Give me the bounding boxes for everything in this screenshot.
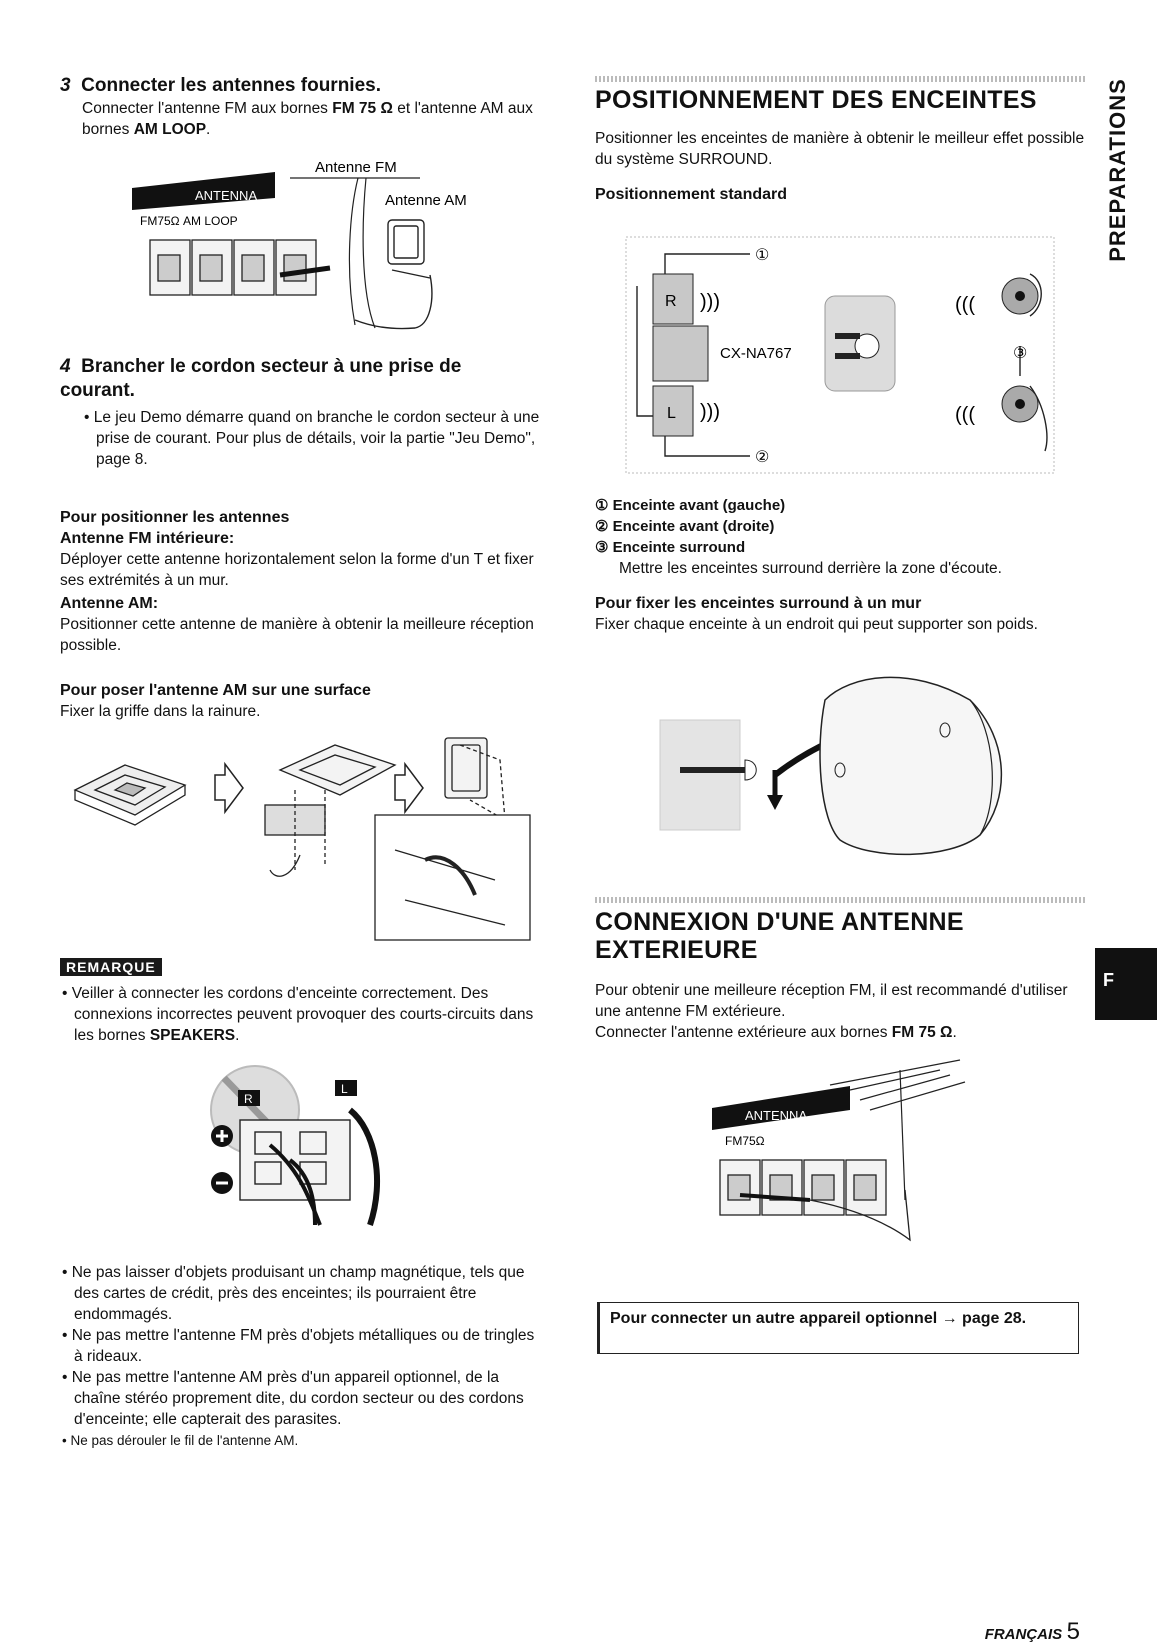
remarque-bullet-magnetic: • Ne pas laisser d'objets produisant un champ magnétique, tels que des cartes de crédit, près des enceintes; ils pourraient être endommagés. [60, 1262, 540, 1325]
surface-section [60, 680, 540, 722]
position-antennas-section [60, 507, 540, 656]
note-box-text: Pour connecter un autre appareil optionnel → page 28. [610, 1310, 1027, 1327]
remarque-bullet-speakers-end: . [235, 1027, 240, 1044]
step-3-heading [60, 74, 540, 98]
page-number: 5 [1066, 1618, 1080, 1645]
speaker-l-label: L [341, 1082, 348, 1096]
exterieure-section [595, 908, 1075, 1043]
footer-language: FRANÇAIS [984, 1626, 1063, 1643]
main-unit-model: CX-NA767 [720, 345, 792, 362]
remarque-bullets [60, 1262, 540, 1451]
remarque-bullet-speakers-text: Veiller à connecter les cordons d'enceinte correctement. Des connexions incorrectes peuvent provoquer des courts-circuits dans les bornes [71, 985, 534, 1044]
wall-heading: Pour fixer les enceintes surround à un mur [595, 595, 922, 612]
surface-text: Fixer la griffe dans la rainure. [60, 703, 261, 720]
step-4 [60, 355, 540, 470]
exterieure-text-2a: Connecter l'antenne extérieure aux bornes [595, 1024, 892, 1041]
svg-text:))): ))) [700, 401, 720, 423]
exterieure-terminal-label: FM75Ω [725, 1134, 765, 1148]
fm-antenna-heading: Antenne FM intérieure: [60, 530, 235, 547]
am-antenna-text: Positionner cette antenne de manière à obtenir la meilleure réception possible. [60, 616, 534, 654]
am-antenna-surface-illustration [65, 730, 535, 945]
remarque-bullet-am-noise: • Ne pas mettre l'antenne AM près d'un appareil optionnel, de la chaîne stéréo proprement dite, du cordon secteur ou des cordons d'enceinte; elle capterait des parasites. [60, 1367, 540, 1430]
antenna-panel-label: ANTENNA [195, 188, 258, 203]
remarque-bullet-speakers [60, 983, 540, 1046]
fm-antenna-text: Déployer cette antenne horizontalement selon la forme d'un T et fixer ses extrémités à un mur. [60, 551, 534, 589]
step-3-number: 3 [60, 75, 71, 96]
language-tab [1095, 948, 1157, 1020]
speaker-num-2: ② [755, 449, 770, 466]
note-box [597, 1302, 1079, 1354]
main-unit-box [653, 326, 708, 381]
am-antenna-heading: Antenne AM: [60, 595, 159, 612]
surface-heading: Pour poser l'antenne AM sur une surface [60, 682, 371, 699]
remarque-section [60, 958, 540, 1046]
speaker-num-3: ③ [1013, 345, 1028, 362]
exterieure-panel-label: ANTENNA [745, 1108, 808, 1123]
exterieure-text-fm: FM 75 Ω [891, 1024, 953, 1041]
speaker-num-1: ① [755, 247, 770, 264]
step-3 [60, 74, 540, 140]
step-3-text-am: AM LOOP [133, 121, 207, 138]
step-4-heading [60, 355, 540, 403]
exterieure-text-1: Pour obtenir une meilleure réception FM, il est recommandé d'utiliser une antenne FM extérieure. [595, 982, 1068, 1020]
svg-text:(((: ((( [955, 404, 975, 426]
step-3-text-fm: FM 75 Ω [332, 100, 393, 117]
step-3-text-a: Connecter l'antenne FM aux bornes [82, 100, 333, 117]
step-4-title: Brancher le cordon secteur à une prise de courant. [60, 356, 462, 401]
speaker-positioning-diagram [625, 236, 1055, 476]
label-antenne-fm: Antenne FM [315, 159, 397, 176]
side-tab-label: PREPARATIONS [1105, 78, 1130, 262]
antenna-connection-illustration [130, 150, 490, 350]
step-3-text [60, 98, 540, 140]
positionnement-heading: POSITIONNEMENT DES ENCEINTES [595, 86, 1037, 114]
exterieure-text-2 [595, 1022, 1075, 1043]
antenna-terminal-label: FM75Ω AM LOOP [140, 214, 238, 228]
label-antenne-am: Antenne AM [385, 192, 467, 209]
speaker-legend [595, 495, 1085, 635]
separator-middle [595, 897, 1085, 903]
positionnement-intro: Positionner les enceintes de manière à obtenir le meilleur effet possible du système SURROUND. [595, 130, 1085, 168]
speaker-terminals-illustration [200, 1050, 400, 1230]
separator-top [595, 76, 1085, 82]
speaker-r-label: R [244, 1092, 253, 1106]
surround-note: Mettre les enceintes surround derrière la zone d'écoute. [619, 560, 1002, 577]
step-4-number: 4 [60, 356, 71, 377]
legend-item-2: ② Enceinte avant (droite) [595, 518, 775, 535]
speaker-r-letter: R [665, 293, 677, 310]
legend-item-1: ① Enceinte avant (gauche) [595, 497, 786, 514]
remarque-bullet-am-wire: • Ne pas dérouler le fil de l'antenne AM. [60, 1430, 540, 1451]
svg-text:(((: ((( [955, 294, 975, 316]
exterieure-heading-line2: EXTERIEURE [595, 936, 758, 964]
wall-mount-illustration [650, 670, 1030, 860]
remarque-speakers-bold: SPEAKERS [149, 1027, 236, 1044]
speaker-l-letter: L [667, 405, 676, 422]
positionnement-standard-heading: Positionnement standard [595, 186, 788, 203]
exterieure-text-2b: . [952, 1024, 957, 1041]
remarque-label: REMARQUE [60, 958, 162, 976]
exterieure-heading-line1: CONNEXION D'UNE ANTENNE [595, 908, 964, 936]
wall-area [660, 720, 740, 830]
step-3-title: Connecter les antennes fournies. [81, 75, 381, 96]
step-3-text-c: . [206, 121, 211, 138]
step-4-bullet: • Le jeu Demo démarre quand on branche le cordon secteur à une prise de courant. Pour plus de détails, voir la partie "Jeu Demo", page 8. [82, 407, 540, 470]
language-tab-letter: F [1103, 970, 1114, 990]
footer [880, 1618, 1080, 1646]
legend-item-3: ③ Enceinte surround [595, 539, 746, 556]
positionnement-section [595, 86, 1085, 205]
remarque-bullet-fm-metal: • Ne pas mettre l'antenne FM près d'objets métalliques ou de tringles à rideaux. [60, 1325, 540, 1367]
step-3-text-b: et l'antenne AM aux bornes [82, 100, 533, 138]
position-antennas-heading: Pour positionner les antennes [60, 509, 290, 526]
svg-text:))): ))) [700, 291, 720, 313]
outdoor-antenna-illustration [710, 1050, 980, 1265]
wall-text: Fixer chaque enceinte à un endroit qui peut supporter son poids. [595, 616, 1038, 633]
side-tab [1098, 70, 1138, 270]
